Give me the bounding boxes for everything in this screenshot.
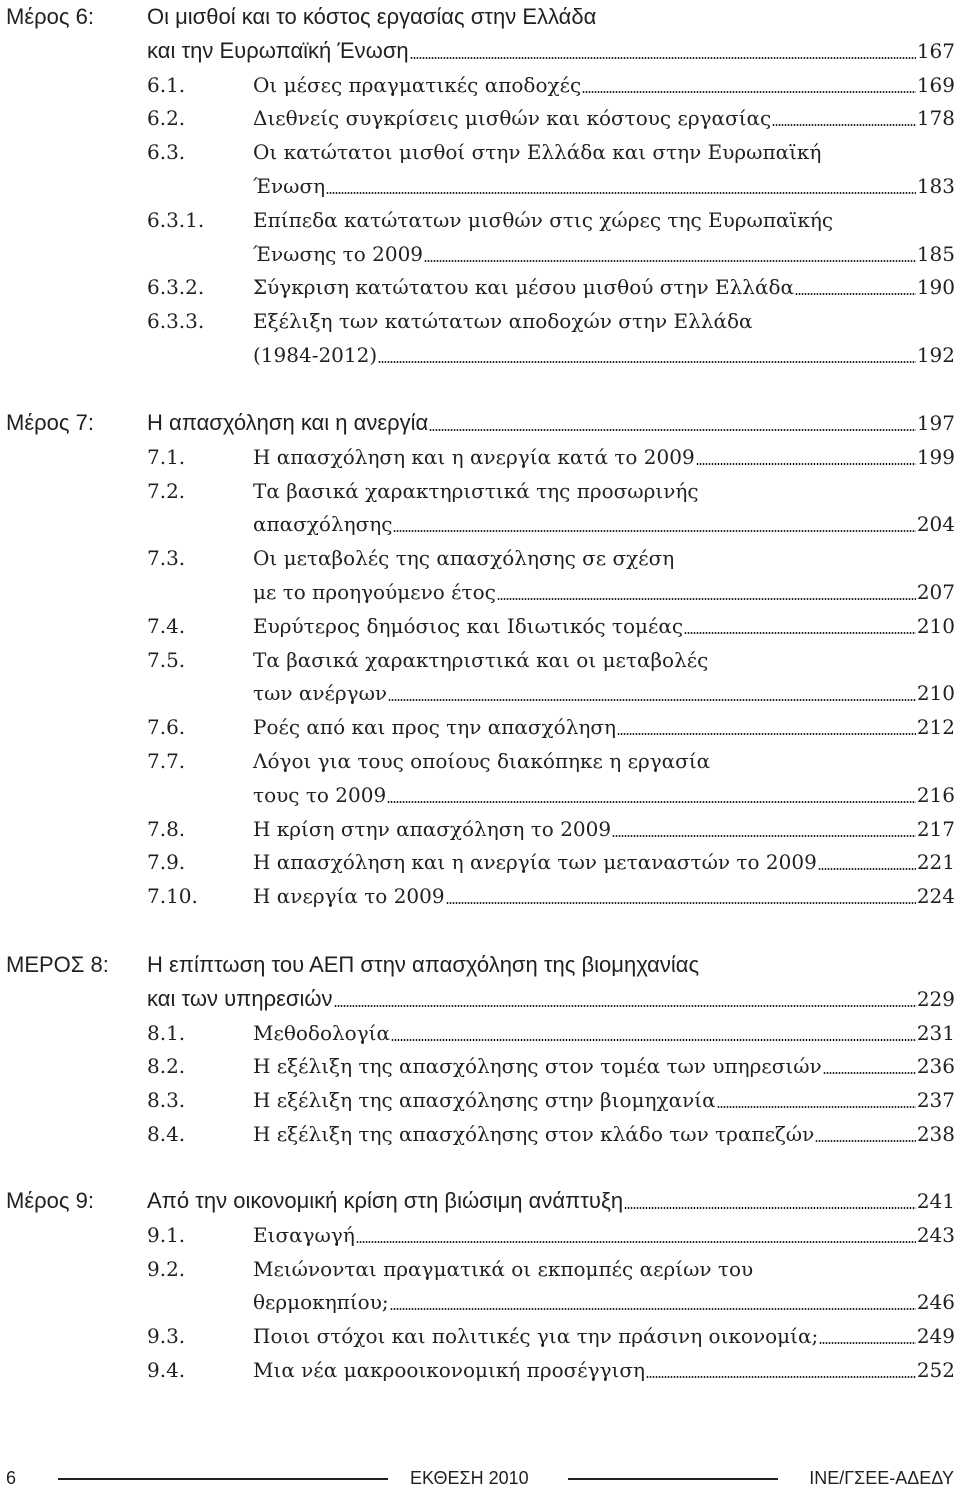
toc-entry-title: των ανέργων [253, 681, 388, 706]
toc-page-number: 199 [916, 444, 955, 469]
toc-entry [147, 474, 955, 508]
toc-part-title-line [147, 982, 955, 1016]
toc-entry-title: Διεθνείς συγκρίσεις μισθών και κόστους εργασίας [253, 106, 772, 131]
toc-entry [147, 203, 955, 237]
toc-leader-dots [390, 1308, 916, 1310]
toc-entry-number: 6.1. [147, 72, 186, 97]
toc-leader-dots [815, 1140, 916, 1142]
toc-part-title-line [147, 0, 955, 34]
toc-entry-number: 9.2. [147, 1256, 186, 1281]
toc-entry [253, 169, 955, 203]
toc-entry-number: 9.3. [147, 1324, 186, 1349]
footer-title: ΕΚΘΕΣΗ 2010 [410, 1468, 529, 1488]
page-footer [0, 1464, 960, 1492]
footer-organization: ΙΝΕ/ΓΣΕΕ-ΑΔΕΔΥ [809, 1468, 954, 1488]
toc-entry [147, 101, 955, 135]
toc-entry-number: 8.3. [147, 1088, 186, 1113]
toc-entry-number: 7.1. [147, 444, 186, 469]
toc-page-number: 190 [916, 275, 955, 300]
toc-page-number: 237 [916, 1088, 955, 1113]
toc-entry-title: Εξέλιξη των κατώτατων αποδοχών στην Ελλάδα [253, 309, 753, 334]
toc-leader-dots [429, 429, 916, 431]
toc-leader-dots [617, 733, 916, 735]
toc-leader-dots [410, 57, 916, 59]
toc-part-title-line [147, 34, 955, 68]
toc-leader-dots [823, 1072, 916, 1074]
toc-entry-title: Μειώνονται πραγματικά οι εκπομπές αερίων του [253, 1256, 754, 1281]
footer-rule-left [58, 1478, 388, 1480]
toc-entry-title: Μια νέα μακροοικονομική προσέγγιση [253, 1358, 646, 1382]
toc-entry [253, 338, 955, 372]
toc-page-number: 243 [916, 1222, 955, 1247]
toc-leader-dots [388, 699, 916, 701]
toc-entry-title: Η εξέλιξη της απασχόλησης στην βιομηχανία [253, 1088, 716, 1113]
toc-entry-number: 6.3.2. [147, 275, 205, 300]
toc-entry-title: Ευρύτερος δημόσιος και Ιδιωτικός τομέας [253, 613, 684, 638]
toc-entry [253, 237, 955, 271]
part-label: ΜΕΡΟΣ 8: [6, 952, 109, 977]
toc-page-number: 210 [916, 613, 955, 638]
toc-leader-dots [696, 463, 916, 465]
toc-page-number: 210 [916, 681, 955, 706]
toc-entry [147, 1353, 955, 1387]
toc-leader-dots [819, 1342, 916, 1344]
toc-entry [147, 1319, 955, 1353]
toc-entry-title: Η κρίση στην απασχόληση το 2009 [253, 816, 612, 841]
part-label: Μέρος 9: [6, 1188, 94, 1213]
toc-page-number: 216 [916, 782, 955, 807]
toc-entry-number: 9.4. [147, 1358, 186, 1382]
toc-page-number: 224 [916, 884, 955, 909]
toc-part-title-line [147, 948, 955, 982]
toc-entry-number: 8.1. [147, 1020, 186, 1045]
toc-entry-number: 7.7. [147, 749, 186, 773]
toc-entry-title: τους το 2009 [253, 782, 387, 807]
toc-leader-dots [446, 902, 916, 904]
toc-part-title: Η απασχόληση και η ανεργία [147, 410, 429, 435]
toc-page-number: 246 [916, 1290, 955, 1315]
toc-leader-dots [497, 598, 916, 600]
toc-entry [147, 744, 955, 778]
toc-entry [253, 507, 955, 541]
toc-entry-title: Ροές από και προς την απασχόληση [253, 715, 616, 740]
toc-entry-title: με το προηγούμενο έτος [253, 580, 496, 604]
toc-page-number: 252 [916, 1358, 955, 1382]
toc-page-number: 178 [916, 106, 955, 131]
toc-page-number: 197 [916, 411, 955, 435]
toc-entry-number: 7.3. [147, 546, 186, 571]
toc-entry-title: Εισαγωγή [253, 1222, 355, 1247]
part-label: Μέρος 6: [6, 4, 94, 29]
toc-page-number: 212 [916, 715, 955, 740]
toc-page-number: 238 [916, 1122, 955, 1146]
toc-leader-dots [393, 530, 915, 532]
toc-entry [147, 812, 955, 846]
toc-entry [147, 440, 955, 474]
toc-entry-title: Η απασχόληση και η ανεργία των μεταναστών το 2009 [253, 850, 817, 875]
toc-entry-title: Η εξέλιξη της απασχόλησης στον κλάδο των τραπεζών [253, 1122, 815, 1146]
toc-part-title: Η επίπτωση του ΑΕΠ στην απασχόληση της βιομηχανίας [147, 952, 700, 977]
toc-entry [253, 575, 955, 609]
toc-page-number: 229 [916, 986, 955, 1011]
toc-entry-title: Ποιοι στόχοι και πολιτικές για την πράσινη οικονομία; [253, 1324, 819, 1349]
toc-entry [147, 541, 955, 575]
toc-entry-title: Μεθοδολογία [253, 1020, 391, 1045]
toc-page-number: 167 [916, 38, 955, 63]
toc-leader-dots [356, 1241, 916, 1243]
toc-entry-title: Ένωση [253, 174, 326, 198]
toc-entry-title: Η ανεργία το 2009 [253, 884, 445, 909]
toc-entry-number: 6.2. [147, 106, 186, 131]
toc-leader-dots [717, 1106, 916, 1108]
footer-page-number: 6 [6, 1468, 17, 1488]
toc-entry [147, 1049, 955, 1083]
toc-page-number: 249 [916, 1324, 955, 1349]
toc-leader-dots [818, 868, 916, 870]
toc-entry-title: θερμοκηπίου; [253, 1290, 389, 1315]
toc-entry [147, 68, 955, 102]
toc-leader-dots [612, 835, 916, 837]
toc-entry [147, 304, 955, 338]
toc-leader-dots [684, 632, 916, 634]
toc-part-title: και των υπηρεσιών [147, 985, 333, 1011]
toc-entry-number: 7.4. [147, 613, 186, 638]
toc-page-number: 207 [916, 580, 955, 604]
toc-entry-number: 7.6. [147, 715, 186, 740]
toc-entry [147, 135, 955, 169]
toc-entry [147, 643, 955, 677]
toc-leader-dots [334, 1005, 916, 1007]
toc-entry-number: 6.3.1. [147, 207, 205, 232]
toc-entry [147, 1252, 955, 1286]
toc-page-number: 204 [916, 512, 955, 537]
toc-entry-title: Ένωσης το 2009 [253, 241, 424, 266]
toc-entry-number: 9.1. [147, 1222, 186, 1247]
toc-entry-title: Λόγοι για τους οποίους διακόπηκε η εργασία [253, 749, 711, 773]
toc-leader-dots [624, 1207, 916, 1209]
toc-entry-title: Η απασχόληση και η ανεργία κατά το 2009 [253, 444, 695, 469]
toc-entry-title: απασχόλησης [253, 512, 393, 537]
toc-leader-dots [795, 293, 916, 295]
toc-entry-title: (1984-2012) [253, 343, 378, 367]
toc-leader-dots [387, 801, 916, 803]
toc-leader-dots [391, 1039, 916, 1041]
toc-page-number: 169 [916, 72, 955, 97]
toc-entry-number: 7.2. [147, 478, 186, 503]
toc-entry-title: Οι κατώτατοι μισθοί στην Ελλάδα και στην Ευρωπαϊκή [253, 140, 822, 165]
toc-entry-number: 8.2. [147, 1054, 186, 1079]
toc-entry-title: Οι μεταβολές της απασχόλησης σε σχέση [253, 546, 675, 571]
toc-part-title: Από την οικονομική κρίση στη βιώσιμη ανάπτυξη [147, 1188, 624, 1213]
toc-entry [147, 270, 955, 304]
toc-entry-number: 6.3.3. [147, 309, 205, 334]
toc-part-title: Οι μισθοί και το κόστος εργασίας στην Ελλάδα [147, 4, 597, 29]
toc-entry [253, 1285, 955, 1319]
toc-page-number: 236 [916, 1054, 955, 1079]
toc-page-number: 241 [916, 1189, 955, 1213]
toc-entry [147, 609, 955, 643]
toc-entry [147, 1218, 955, 1252]
toc-entry [147, 710, 955, 744]
toc-page-number: 192 [916, 343, 955, 367]
toc-entry-title: Τα βασικά χαρακτηριστικά της προσωρινής [253, 478, 699, 503]
toc-entry [253, 676, 955, 710]
toc-leader-dots [378, 361, 916, 363]
toc-entry-title: Η εξέλιξη της απασχόλησης στον τομέα των υπηρεσιών [253, 1054, 822, 1079]
toc-entry-number: 7.10. [147, 884, 198, 909]
toc-entry-number: 8.4. [147, 1122, 186, 1146]
toc-entry-title: Επίπεδα κατώτατων μισθών στις χώρες της Ευρωπαϊκής [253, 207, 834, 232]
toc-leader-dots [326, 192, 916, 194]
toc-leader-dots [582, 91, 916, 93]
toc-entry [147, 1016, 955, 1050]
toc-entry-title: Οι μέσες πραγματικές αποδοχές [253, 72, 582, 97]
toc-leader-dots [772, 124, 916, 126]
toc-leader-dots [646, 1376, 916, 1378]
toc-page-number: 231 [916, 1020, 955, 1045]
toc-entry [147, 879, 955, 913]
toc-page-number: 217 [916, 816, 955, 841]
toc-part-title-line [147, 1184, 955, 1218]
toc-entry-number: 7.5. [147, 647, 186, 672]
toc-part-title-line [147, 406, 955, 440]
toc-entry-number: 7.8. [147, 816, 186, 841]
footer-rule-right [568, 1478, 778, 1480]
toc-part-title: και την Ευρωπαϊκή Ένωση [147, 37, 409, 63]
toc-entry [147, 1083, 955, 1117]
toc-entry [147, 1117, 955, 1151]
toc-entry [253, 778, 955, 812]
toc-entry [147, 845, 955, 879]
toc-entry-number: 7.9. [147, 850, 186, 875]
part-label: Μέρος 7: [6, 410, 94, 435]
toc-leader-dots [424, 260, 916, 262]
toc-page-number: 183 [916, 174, 955, 198]
toc-page-number: 221 [916, 850, 955, 875]
toc-entry-title: Τα βασικά χαρακτηριστικά και οι μεταβολές [253, 647, 709, 672]
toc-entry-number: 6.3. [147, 140, 186, 165]
toc-page-number: 185 [916, 241, 955, 266]
toc-entry-title: Σύγκριση κατώτατου και μέσου μισθού στην Ελλάδα [253, 275, 794, 300]
